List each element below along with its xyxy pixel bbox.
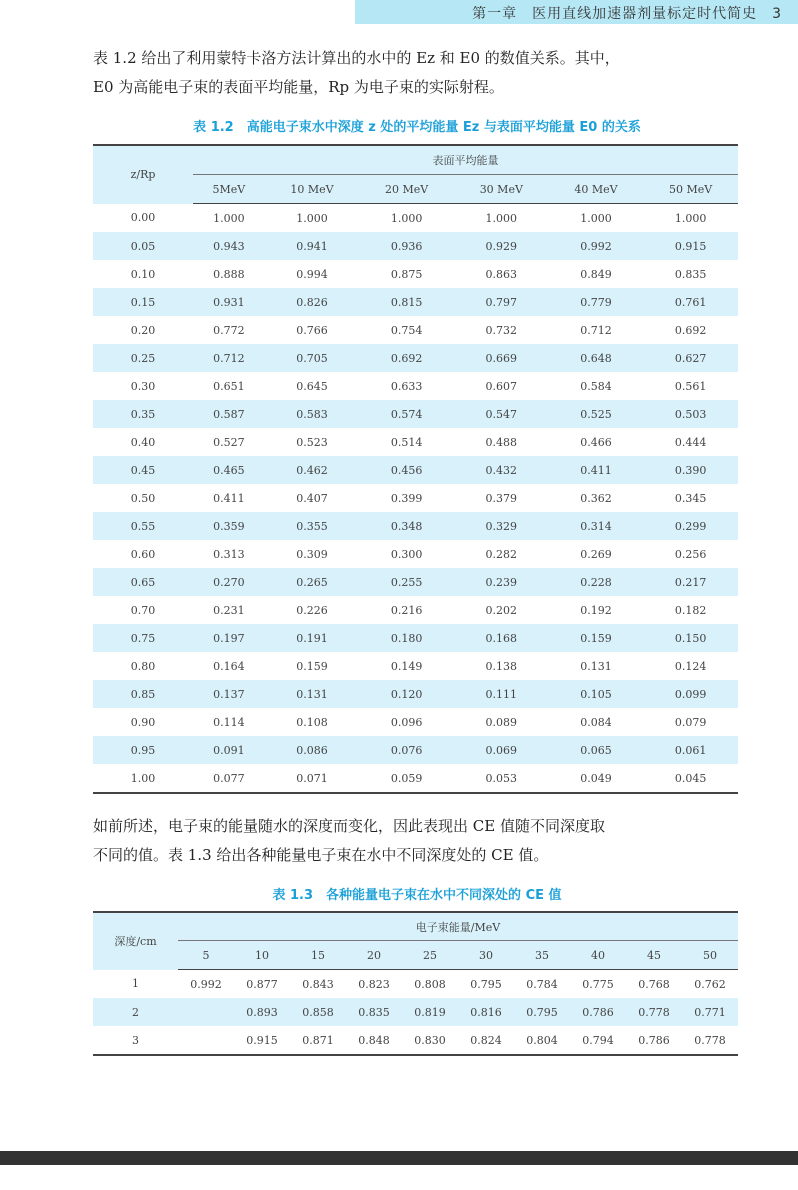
value-cell: 0.164 <box>213 659 245 673</box>
value-cell: 0.180 <box>359 624 454 652</box>
table-row <box>93 970 738 999</box>
value-cell: 0.583 <box>265 400 360 428</box>
value-cell: 1.000 <box>674 211 707 225</box>
value-cell: 0.390 <box>643 456 738 484</box>
value-cell: 0.587 <box>193 400 265 428</box>
value-cell: 0.432 <box>454 456 549 484</box>
value-cell: 0.712 <box>580 323 612 337</box>
column-header: 40 MeV <box>549 175 644 204</box>
table-row <box>93 316 738 344</box>
value-cell: 0.239 <box>454 568 549 596</box>
value-cell: 0.848 <box>358 1033 390 1047</box>
value-cell: 0.111 <box>454 680 549 708</box>
value-cell: 0.191 <box>265 624 360 652</box>
value-cell: 0.795 <box>514 998 570 1026</box>
table-row <box>93 708 738 736</box>
ce-line-2: 不同的值。表 1.3 给出各种能量电子束在水中不同深度处的 CE 值。 <box>93 846 549 864</box>
value-cell: 0.584 <box>580 379 612 393</box>
value-cell: 0.915 <box>246 1033 278 1047</box>
ce-paragraph <box>93 812 741 870</box>
value-cell: 0.488 <box>485 435 518 449</box>
value-cell: 0.309 <box>296 547 328 561</box>
surface-energy-group-header: 表面平均能量 <box>193 145 738 175</box>
value-cell: 0.871 <box>302 1033 334 1047</box>
value-cell: 0.255 <box>359 568 454 596</box>
value-cell <box>178 1026 234 1055</box>
value-cell: 0.379 <box>485 491 518 505</box>
value-cell: 1.000 <box>390 211 423 225</box>
row-label-cell: 0.40 <box>130 435 156 449</box>
running-header-title: 第一章 医用直线加速器剂量标定时代简史 3 <box>472 6 782 22</box>
table-row <box>93 288 738 316</box>
value-cell: 0.648 <box>549 344 644 372</box>
value-cell: 0.399 <box>390 491 423 505</box>
value-cell: 0.877 <box>246 977 278 991</box>
row-label-cell: 0.25 <box>93 344 193 372</box>
table-row <box>93 204 738 233</box>
row-label-cell: 0.30 <box>130 379 156 393</box>
value-cell: 0.992 <box>190 977 222 991</box>
value-cell: 0.269 <box>580 547 612 561</box>
value-cell: 0.314 <box>549 512 644 540</box>
value-cell: 0.835 <box>346 998 402 1026</box>
value-cell: 0.256 <box>674 547 707 561</box>
value-cell: 0.137 <box>193 680 265 708</box>
intro-line-1: 表 1.2 给出了利用蒙特卡洛方法计算出的水中的 Ez 和 E0 的数值关系。其中， <box>93 49 620 67</box>
value-cell: 0.076 <box>359 736 454 764</box>
value-cell: 0.669 <box>454 344 549 372</box>
value-cell: 0.692 <box>359 344 454 372</box>
value-cell: 0.299 <box>643 512 738 540</box>
value-cell: 0.138 <box>485 659 518 673</box>
row-label-cell: 0.45 <box>93 456 193 484</box>
value-cell: 0.823 <box>358 977 390 991</box>
row-label-cell: 0.05 <box>93 232 193 260</box>
value-cell: 0.411 <box>213 491 245 505</box>
value-cell: 0.808 <box>414 977 446 991</box>
value-cell: 0.444 <box>674 435 707 449</box>
table-row <box>93 540 738 568</box>
value-cell: 0.929 <box>454 232 549 260</box>
value-cell: 0.091 <box>193 736 265 764</box>
value-cell: 0.329 <box>454 512 549 540</box>
row-label-cell: 1 <box>132 977 139 991</box>
value-cell: 0.645 <box>296 379 328 393</box>
column-header: 35 <box>514 941 570 970</box>
table-row <box>93 344 738 372</box>
row-label-cell: 0.10 <box>130 267 156 281</box>
value-cell: 0.994 <box>296 267 328 281</box>
value-cell: 0.778 <box>626 998 682 1026</box>
value-cell: 0.053 <box>485 771 518 785</box>
value-cell: 0.849 <box>580 267 612 281</box>
column-header: 50 MeV <box>643 175 738 204</box>
value-cell: 0.816 <box>458 998 514 1026</box>
row-label-cell: 0.50 <box>130 491 156 505</box>
value-cell: 0.124 <box>674 659 707 673</box>
row-label-cell: 0.95 <box>93 736 193 764</box>
value-cell: 0.794 <box>582 1033 614 1047</box>
row-label-cell: 0.55 <box>93 512 193 540</box>
value-cell: 0.607 <box>485 379 518 393</box>
value-cell: 0.915 <box>643 232 738 260</box>
value-cell: 0.456 <box>359 456 454 484</box>
row-label-cell: 0.80 <box>130 659 156 673</box>
value-cell: 0.282 <box>485 547 518 561</box>
value-cell: 0.786 <box>638 1033 670 1047</box>
intro-line-2: E0 为高能电子束的表面平均能量，Rp 为电子束的实际射程。 <box>93 78 504 96</box>
value-cell: 0.775 <box>582 977 614 991</box>
value-cell: 0.228 <box>549 568 644 596</box>
value-cell: 0.089 <box>485 715 518 729</box>
column-header: 20 MeV <box>359 175 454 204</box>
value-cell: 0.300 <box>390 547 423 561</box>
value-cell: 0.466 <box>580 435 612 449</box>
column-header: 40 <box>570 941 626 970</box>
table-row <box>93 260 738 288</box>
value-cell: 0.523 <box>296 435 328 449</box>
value-cell: 0.045 <box>674 771 707 785</box>
value-cell: 1.000 <box>213 211 245 225</box>
row-label-cell: 0.20 <box>130 323 156 337</box>
depth-ratio-header: z/Rp <box>93 145 193 204</box>
value-cell: 1.000 <box>485 211 518 225</box>
row-label-cell: 0.65 <box>93 568 193 596</box>
value-cell: 0.819 <box>402 998 458 1026</box>
table-row <box>93 624 738 652</box>
value-cell: 0.795 <box>470 977 502 991</box>
row-label-cell: 2 <box>93 998 178 1026</box>
value-cell: 0.202 <box>485 603 518 617</box>
table-row <box>93 372 738 400</box>
ce-line-1: 如前所述，电子束的能量随水的深度而变化，因此表现出 CE 值随不同深度取 <box>93 817 605 835</box>
value-cell: 0.826 <box>265 288 360 316</box>
value-cell: 0.462 <box>265 456 360 484</box>
value-cell: 0.633 <box>390 379 423 393</box>
value-cell: 0.105 <box>549 680 644 708</box>
table-row <box>93 400 738 428</box>
value-cell: 0.120 <box>359 680 454 708</box>
table-1-caption: 表 1.2 高能电子束水中深度 z 处的平均能量 Ez 与表面平均能量 E0 的关系 <box>193 120 641 135</box>
value-cell: 0.768 <box>638 977 670 991</box>
column-header: 10 MeV <box>265 175 360 204</box>
value-cell: 0.835 <box>674 267 707 281</box>
value-cell: 0.992 <box>549 232 644 260</box>
value-cell <box>178 998 234 1026</box>
table-row <box>93 652 738 680</box>
value-cell: 0.943 <box>193 232 265 260</box>
value-cell: 0.345 <box>674 491 707 505</box>
value-cell: 0.858 <box>290 998 346 1026</box>
column-header: 30 <box>458 941 514 970</box>
value-cell: 0.096 <box>390 715 423 729</box>
value-cell: 0.059 <box>390 771 423 785</box>
value-cell: 1.000 <box>296 211 328 225</box>
value-cell: 0.893 <box>234 998 290 1026</box>
value-cell: 0.407 <box>296 491 328 505</box>
value-cell: 0.863 <box>485 267 518 281</box>
value-cell: 0.525 <box>549 400 644 428</box>
value-cell: 0.772 <box>213 323 245 337</box>
value-cell: 0.362 <box>580 491 612 505</box>
table-row <box>93 596 738 624</box>
column-header: 30 MeV <box>454 175 549 204</box>
column-header: 10 <box>234 941 290 970</box>
value-cell: 0.547 <box>454 400 549 428</box>
value-cell: 0.732 <box>485 323 518 337</box>
table-row <box>93 232 738 260</box>
value-cell: 0.797 <box>454 288 549 316</box>
value-cell: 0.786 <box>570 998 626 1026</box>
value-cell: 0.226 <box>296 603 328 617</box>
value-cell: 0.197 <box>193 624 265 652</box>
value-cell: 0.712 <box>193 344 265 372</box>
row-label-cell: 3 <box>132 1033 139 1047</box>
value-cell: 0.766 <box>296 323 328 337</box>
value-cell: 0.077 <box>213 771 245 785</box>
column-header: 5MeV <box>193 175 265 204</box>
value-cell: 0.231 <box>213 603 245 617</box>
beam-energy-group-header: 电子束能量/MeV <box>178 912 738 941</box>
table-row <box>93 764 738 793</box>
value-cell: 0.159 <box>296 659 328 673</box>
value-cell: 0.824 <box>470 1033 502 1047</box>
value-cell: 0.065 <box>549 736 644 764</box>
value-cell: 0.627 <box>643 344 738 372</box>
row-label-cell: 0.35 <box>93 400 193 428</box>
value-cell: 0.049 <box>580 771 612 785</box>
column-header: 45 <box>626 941 682 970</box>
column-header: 25 <box>402 941 458 970</box>
value-cell: 0.079 <box>674 715 707 729</box>
value-cell: 0.503 <box>643 400 738 428</box>
value-cell: 0.069 <box>454 736 549 764</box>
depth-cm-header: 深度/cm <box>93 912 178 970</box>
value-cell: 0.875 <box>390 267 423 281</box>
value-cell: 0.149 <box>390 659 423 673</box>
value-cell: 0.705 <box>265 344 360 372</box>
table-row <box>93 568 738 596</box>
value-cell: 0.071 <box>296 771 328 785</box>
value-cell: 0.270 <box>193 568 265 596</box>
value-cell: 0.574 <box>359 400 454 428</box>
value-cell: 0.131 <box>580 659 612 673</box>
value-cell: 0.313 <box>213 547 245 561</box>
row-label-cell: 1.00 <box>130 771 156 785</box>
table-row <box>93 428 738 456</box>
value-cell: 0.761 <box>643 288 738 316</box>
table-row <box>93 512 738 540</box>
row-label-cell: 0.75 <box>93 624 193 652</box>
value-cell: 0.651 <box>213 379 245 393</box>
value-cell: 1.000 <box>580 211 612 225</box>
row-label-cell: 0.15 <box>93 288 193 316</box>
value-cell: 0.527 <box>213 435 245 449</box>
value-cell: 0.265 <box>265 568 360 596</box>
value-cell: 0.936 <box>359 232 454 260</box>
value-cell: 0.771 <box>682 998 738 1026</box>
value-cell: 0.150 <box>643 624 738 652</box>
value-cell: 0.815 <box>359 288 454 316</box>
column-header: 5 <box>178 941 234 970</box>
value-cell: 0.168 <box>454 624 549 652</box>
table-row <box>93 680 738 708</box>
table-row <box>93 1026 738 1055</box>
row-label-cell: 0.00 <box>130 211 156 225</box>
column-header: 50 <box>682 941 738 970</box>
value-cell: 0.888 <box>213 267 245 281</box>
value-cell: 0.217 <box>643 568 738 596</box>
table-row <box>93 456 738 484</box>
value-cell: 0.778 <box>694 1033 726 1047</box>
value-cell: 0.348 <box>359 512 454 540</box>
value-cell: 0.514 <box>390 435 423 449</box>
value-cell: 0.192 <box>580 603 612 617</box>
table-row <box>93 484 738 512</box>
value-cell: 0.411 <box>549 456 644 484</box>
column-header: 20 <box>346 941 402 970</box>
value-cell: 0.762 <box>694 977 726 991</box>
table-row <box>93 998 738 1026</box>
footer-bar <box>0 1151 798 1165</box>
value-cell: 0.465 <box>193 456 265 484</box>
value-cell: 0.216 <box>390 603 423 617</box>
value-cell: 0.182 <box>674 603 707 617</box>
value-cell: 0.941 <box>265 232 360 260</box>
value-cell: 0.084 <box>580 715 612 729</box>
value-cell: 0.830 <box>414 1033 446 1047</box>
value-cell: 0.108 <box>296 715 328 729</box>
value-cell: 0.779 <box>549 288 644 316</box>
value-cell: 0.159 <box>549 624 644 652</box>
value-cell: 0.843 <box>302 977 334 991</box>
column-header: 15 <box>290 941 346 970</box>
value-cell: 0.784 <box>526 977 558 991</box>
value-cell: 0.692 <box>674 323 707 337</box>
energy-ratio-table <box>93 144 738 794</box>
value-cell: 0.114 <box>213 715 245 729</box>
value-cell: 0.561 <box>674 379 707 393</box>
value-cell: 0.355 <box>265 512 360 540</box>
row-label-cell: 0.60 <box>130 547 156 561</box>
value-cell: 0.804 <box>526 1033 558 1047</box>
value-cell: 0.061 <box>643 736 738 764</box>
value-cell: 0.099 <box>643 680 738 708</box>
value-cell: 0.131 <box>265 680 360 708</box>
row-label-cell: 0.70 <box>130 603 156 617</box>
running-header-band <box>355 0 798 24</box>
row-label-cell: 0.90 <box>130 715 156 729</box>
value-cell: 0.754 <box>390 323 423 337</box>
value-cell: 0.359 <box>193 512 265 540</box>
row-label-cell: 0.85 <box>93 680 193 708</box>
table-2-caption: 表 1.3 各种能量电子束在水中不同深处的 CE 值 <box>272 888 562 903</box>
intro-paragraph <box>93 44 741 102</box>
value-cell: 0.086 <box>265 736 360 764</box>
ce-value-table <box>93 911 738 1056</box>
value-cell: 0.931 <box>193 288 265 316</box>
table-row <box>93 736 738 764</box>
